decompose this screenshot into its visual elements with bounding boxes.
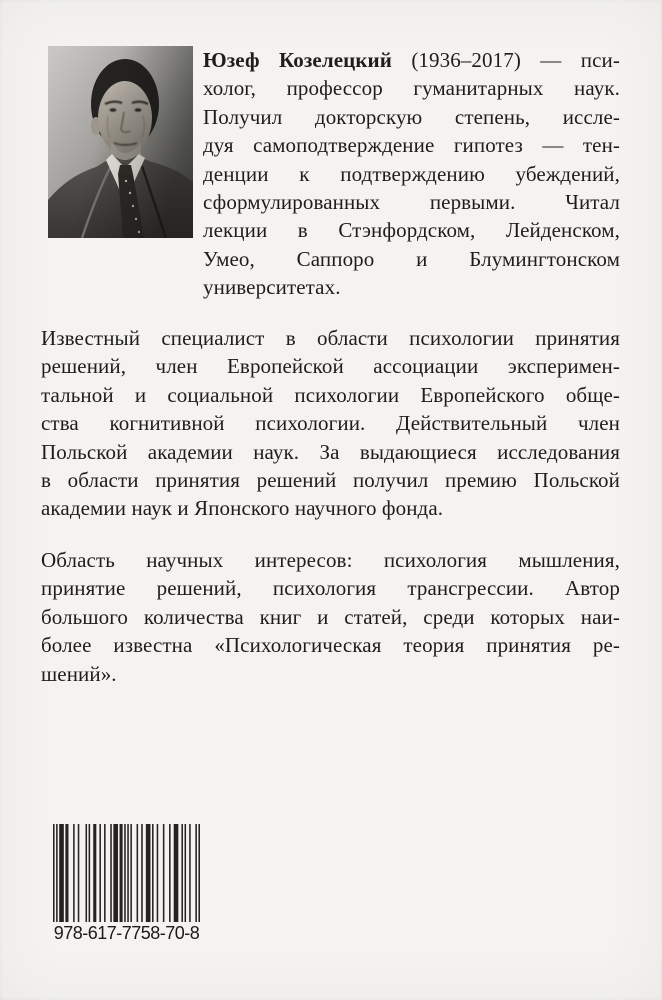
bio-line: Юзеф Козелецкий (1936–2017) — пси- [203,48,620,72]
text-line: в области принятия решений получил премию Польской [41,468,620,493]
text-line: Область научных интересов: психология мышления, [41,548,620,572]
text-line: академии наук и Японского научного фонда. [41,496,444,521]
barcode-block [53,824,200,944]
portrait-photo [48,46,193,238]
bio-line: лекции в Стэнфордском, Лейденском, [203,218,620,243]
ean13-barcode [53,824,200,922]
text-line: решений, член Европейской ассоциации эксперимен- [41,354,620,379]
bio-line: холог, профессор гуманитарных наук. [203,76,620,101]
text-line: Польской академии наук. За выдающиеся исследования [41,439,620,464]
text-line: принятие решений, психология трансгрессии. Автор [41,576,620,601]
expertise-paragraph [41,324,620,523]
bio-line: сформулированных первыми. Читал [203,190,620,215]
interests-paragraph [41,546,620,688]
bio-line: университетах. [203,275,341,300]
bio-line: Умео, Саппоро и Блумингтонском [203,246,620,271]
text-line: ства когнитивной психологии. Действительный член [41,411,620,436]
text-line: тальной и социальной психологии Европейского обще- [41,382,620,407]
bio-line: Получил докторскую степень, иссле- [203,104,620,129]
text-line: большого количества книг и статей, среди которых наи- [41,604,620,629]
text-line: шений». [41,661,117,686]
author-name: Юзеф Козелецкий [203,48,392,72]
text-line: Известный специалист в области психологии принятия [41,326,620,350]
bio-line: дуя самоподтверждение гипотез — тен- [203,133,620,158]
isbn-number: 978-617-7758-70-8 [53,923,200,943]
bio-paragraph [203,46,620,302]
text-line: более известна «Психологическая теория принятия ре- [41,633,620,658]
bio-line: денции к подтверждению убеждений, [203,161,620,186]
portrait-photo-image [48,46,193,238]
